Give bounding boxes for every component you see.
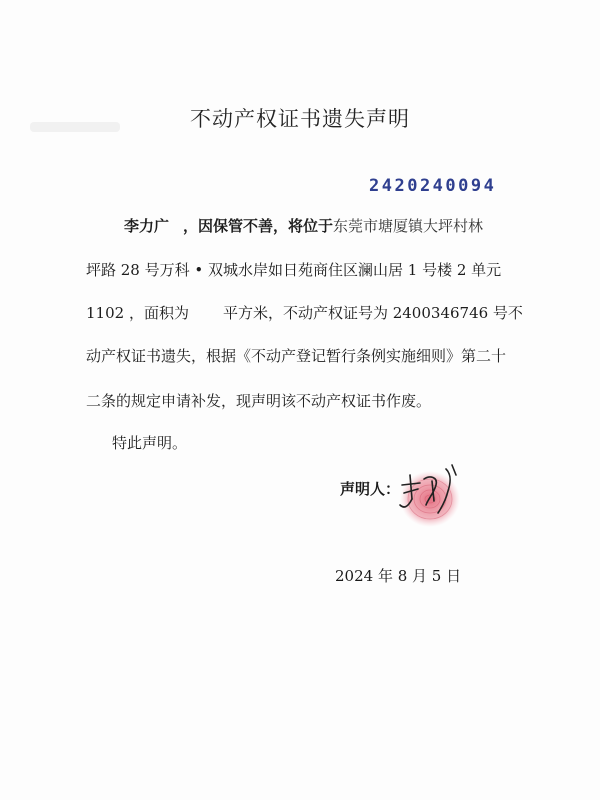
- signature-with-fingerprint: [390, 455, 480, 530]
- body-line-5: 二条的规定申请补发，现声明该不动产权证书作废。: [86, 392, 432, 410]
- document-title: 不动产权证书遗失声明: [190, 107, 410, 131]
- body-line-4: 动产权证书遗失，根据《不动产登记暂行条例实施细则》第二十: [86, 347, 507, 365]
- declarant-name: 李力广: [124, 217, 170, 235]
- address-part1: 东莞市塘厦镇大坪村林: [333, 217, 484, 235]
- line1-text: ，因保管不善，将位于: [183, 217, 334, 235]
- closing-statement: 特此声明。: [112, 434, 188, 452]
- line3-unit: 1102 ，面积为: [86, 304, 189, 322]
- serial-number: 2420240094: [369, 176, 497, 196]
- body-line-2: 坪路 28 号万科 • 双城水岸如日苑商住区澜山居 1 号楼 2 单元: [86, 261, 502, 279]
- line3-cert: 平方米，不动产权证号为 2400346746 号不: [222, 304, 523, 322]
- body-line-3: [86, 302, 523, 323]
- declaration-date: 2024 年 8 月 5 日: [335, 567, 462, 585]
- body-line-1: [124, 215, 483, 236]
- signature-label: 声明人：: [340, 480, 401, 498]
